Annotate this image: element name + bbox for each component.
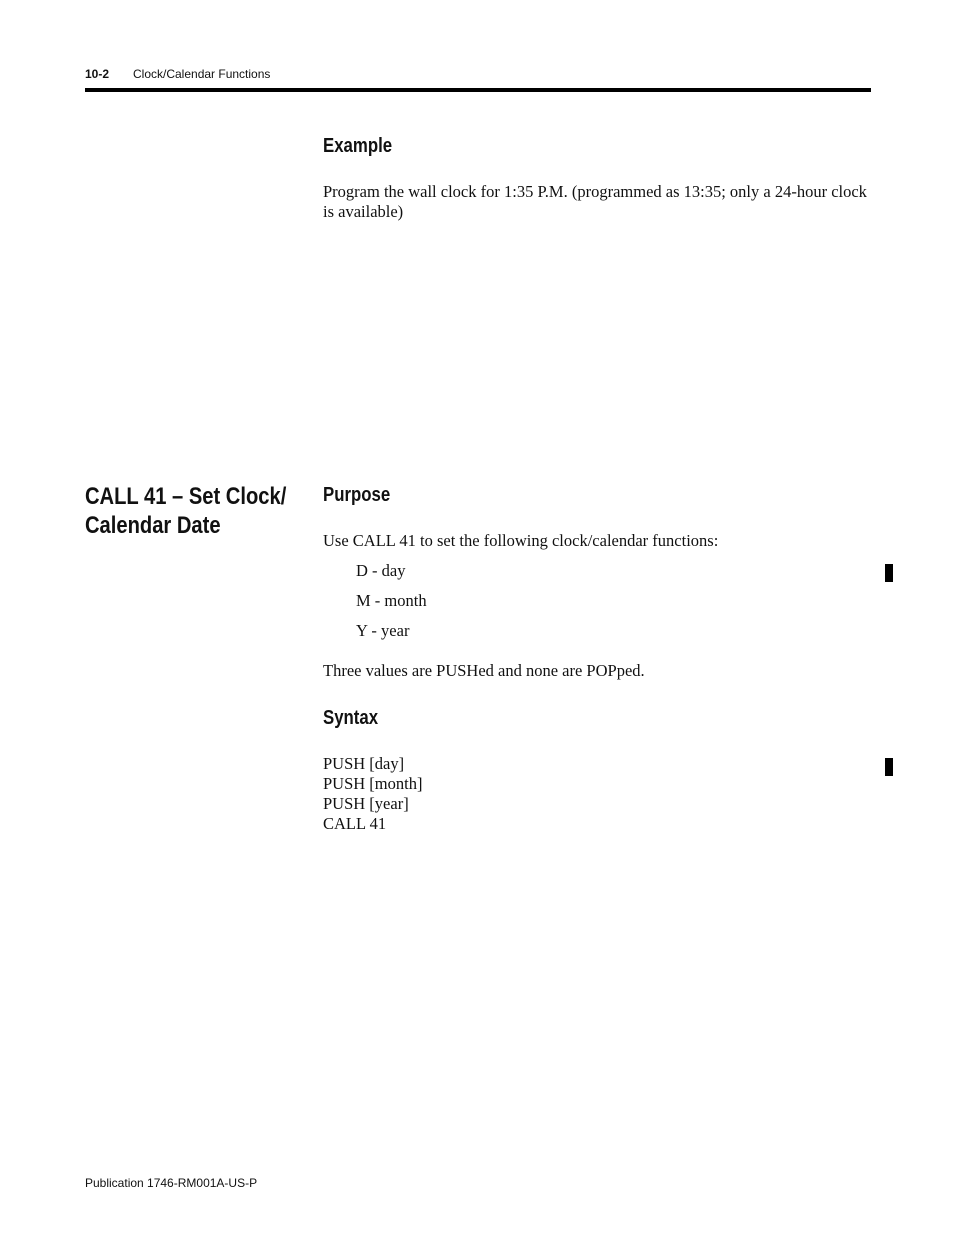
- syntax-line: PUSH [day]: [323, 754, 405, 773]
- syntax-line: PUSH [year]: [323, 794, 409, 813]
- syntax-line: PUSH [month]: [323, 774, 423, 793]
- example-text: Program the wall clock for 1:35 P.M. (programmed as 13:35; only a 24-hour clock is available): [323, 182, 867, 221]
- section-title-line-1: CALL 41 – Set Clock/: [85, 483, 287, 510]
- push-pop-text: Three values are PUSHed and none are POPped.: [323, 661, 645, 680]
- change-bar: [885, 758, 893, 776]
- footer-publication: Publication 1746-RM001A-US-P: [85, 1176, 258, 1190]
- syntax-block: [323, 754, 422, 834]
- header-rule: [85, 88, 871, 92]
- list-item: D - day: [356, 561, 406, 580]
- syntax-heading: Syntax: [323, 707, 379, 729]
- list-item: Y - year: [356, 621, 410, 640]
- header-chapter-title: Clock/Calendar Functions: [133, 67, 271, 81]
- purpose-heading: Purpose: [323, 484, 391, 506]
- function-list: [356, 561, 427, 651]
- header-page-number: 10-2: [85, 67, 110, 81]
- example-heading: Example: [323, 135, 393, 157]
- purpose-intro: Use CALL 41 to set the following clock/calendar functions:: [323, 531, 719, 550]
- list-item: M - month: [356, 591, 427, 610]
- change-bar: [885, 564, 893, 582]
- syntax-line: CALL 41: [323, 814, 387, 833]
- section-title-line-2: Calendar Date: [85, 512, 221, 539]
- section-title: [85, 482, 286, 540]
